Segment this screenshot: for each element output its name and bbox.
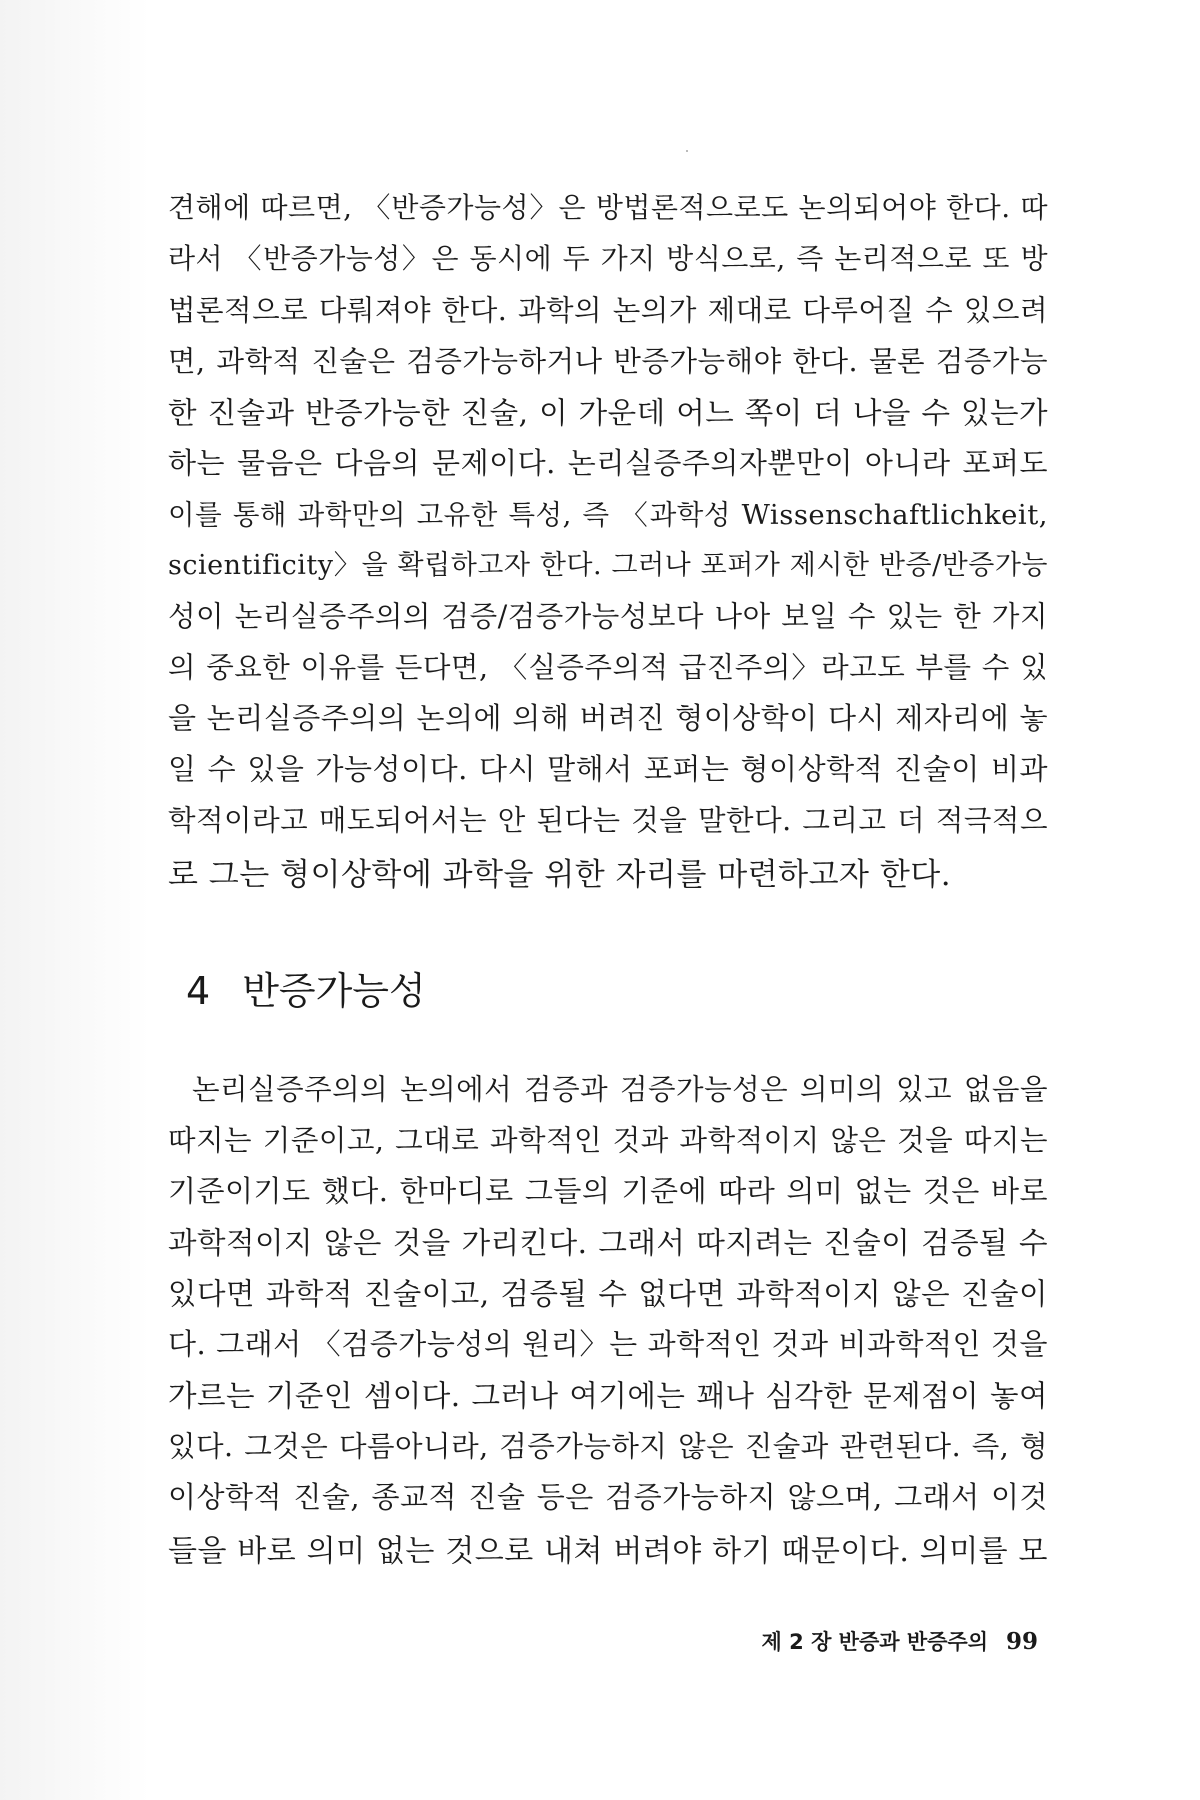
chapter-label: 제 2 장 반증과 반증주의	[761, 1630, 988, 1654]
text-line: 라서 〈반증가능성〉은 동시에 두 가지 방식으로, 즉 논리적으로 또 방	[168, 242, 1048, 275]
scan-shadow	[0, 0, 150, 1800]
text-line: 과학적이지 않은 것을 가리킨다. 그래서 따지려는 진술이 검증될 수	[168, 1226, 1048, 1260]
text-line: 한 진술과 반증가능한 진술, 이 가운데 어느 쪽이 더 나을 수 있는가	[168, 396, 1048, 430]
page-number: 99	[1005, 1628, 1038, 1655]
text-line: 하는 물음은 다음의 문제이다. 논리실증주의자뿐만이 아니라 포퍼도	[168, 446, 1048, 480]
text-line: 이를 통해 과학만의 고유한 특성, 즉 〈과학성 Wissenschaftlichkeit,	[168, 499, 1048, 531]
text-line: 따지는 기준이고, 그대로 과학적인 것과 과학적이지 않은 것을 따지는	[168, 1124, 1048, 1157]
text-line: 로 그는 형이상학에 과학을 위한 자리를 마련하고자 한다.	[168, 857, 952, 893]
section-number: 4	[186, 969, 211, 1013]
text-line: 가르는 기준인 셈이다. 그러나 여기에는 꽤나 심각한 문제점이 놓여	[168, 1379, 1048, 1413]
text-line: 학적이라고 매도되어서는 안 된다는 것을 말한다. 그리고 더 적극적으	[168, 804, 1048, 837]
text-line: 일 수 있을 가능성이다. 다시 말해서 포퍼는 형이상학적 진술이 비과	[168, 752, 1048, 786]
section-heading	[186, 960, 426, 1015]
text-line: 논리실증주의의 논의에서 검증과 검증가능성은 의미의 있고 없음을	[192, 1073, 1048, 1106]
text-line: 이상학적 진술, 종교적 진술 등은 검증가능하지 않으며, 그래서 이것	[168, 1480, 1048, 1514]
section-title: 반증가능성	[242, 969, 426, 1013]
text-line: 의 중요한 이유를 든다면, 〈실증주의적 급진주의〉라고도 부를 수 있	[168, 651, 1048, 684]
text-line: 다. 그래서 〈검증가능성의 원리〉는 과학적인 것과 비과학적인 것을	[168, 1327, 1048, 1361]
text-line: 있다. 그것은 다름아니라, 검증가능하지 않은 진술과 관련된다. 즉, 형	[168, 1430, 1048, 1463]
text-line: scientificity〉을 확립하고자 한다. 그러나 포퍼가 제시한 반증/반증가능	[168, 550, 1048, 581]
text-line: 법론적으로 다뤄져야 한다. 과학의 논의가 제대로 다루어질 수 있으려	[168, 294, 1048, 327]
text-line: 들을 바로 의미 없는 것으로 내쳐 버려야 하기 때문이다. 의미를 모	[168, 1534, 1048, 1569]
text-line: 을 논리실증주의의 논의에 의해 버려진 형이상학이 다시 제자리에 놓	[168, 701, 1048, 735]
page-footer	[762, 1626, 1038, 1656]
text-line: 면, 과학적 진술은 검증가능하거나 반증가능해야 한다. 물론 검증가능	[168, 345, 1048, 378]
scan-speck	[686, 150, 688, 152]
text-line: 견해에 따르면, 〈반증가능성〉은 방법론적으로도 논의되어야 한다. 따	[168, 191, 1048, 224]
text-line: 있다면 과학적 진술이고, 검증될 수 없다면 과학적이지 않은 진술이	[168, 1277, 1048, 1311]
text-line: 성이 논리실증주의의 검증/검증가능성보다 나아 보일 수 있는 한 가지	[168, 600, 1048, 633]
text-line: 기준이기도 했다. 한마디로 그들의 기준에 따라 의미 없는 것은 바로	[168, 1174, 1048, 1208]
